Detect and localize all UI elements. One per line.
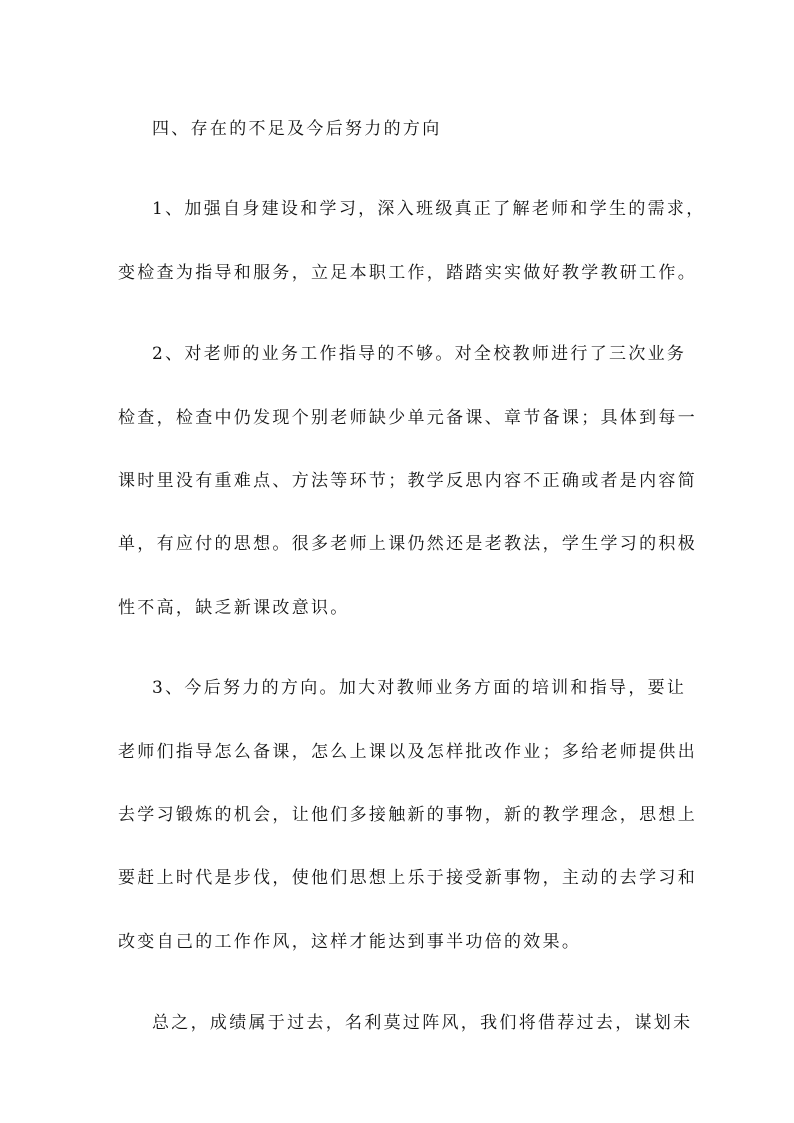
- paragraph-2-line-1: 2、对老师的业务工作指导的不够。对全校教师进行了三次业务: [152, 344, 687, 364]
- paragraph-3-line-5: 改变自己的工作作风，这样才能达到事半功倍的效果。: [118, 932, 582, 952]
- paragraph-2-line-3: 课时里没有重难点、方法等环节；教学反思内容不正确或者是内容简: [118, 471, 697, 491]
- paragraph-1-line-2: 变检查为指导和服务，立足本职工作，踏踏实实做好教学教研工作。: [118, 263, 697, 283]
- section-heading: 四、存在的不足及今后努力的方向: [152, 119, 442, 139]
- paragraph-4-line-1: 总之，成绩属于过去，名利莫过阵风，我们将借荐过去，谋划未: [152, 1013, 693, 1033]
- paragraph-2-line-4: 单，有应付的思想。很多老师上课仍然还是老教法，学生学习的积极: [118, 534, 697, 554]
- paragraph-3-line-3: 去学习锻炼的机会，让他们多接触新的事物，新的教学理念，思想上: [118, 805, 697, 825]
- paragraph-2-line-5: 性不高，缺乏新课改意识。: [118, 598, 350, 618]
- paragraph-3-line-2: 老师们指导怎么备课，怎么上课以及怎样批改作业；多给老师提供出: [118, 742, 697, 762]
- paragraph-1-line-1: 1、加强自身建设和学习，深入班级真正了解老师和学生的需求，: [152, 199, 706, 219]
- paragraph-3-line-4: 要赶上时代是步伐，使他们思想上乐于接受新事物，主动的去学习和: [118, 868, 697, 888]
- paragraph-3-line-1: 3、今后努力的方向。加大对教师业务方面的培训和指导，要让: [152, 678, 687, 698]
- paragraph-2-line-2: 检查，检查中仍发现个别老师缺少单元备课、章节备课；具体到每一: [118, 408, 697, 428]
